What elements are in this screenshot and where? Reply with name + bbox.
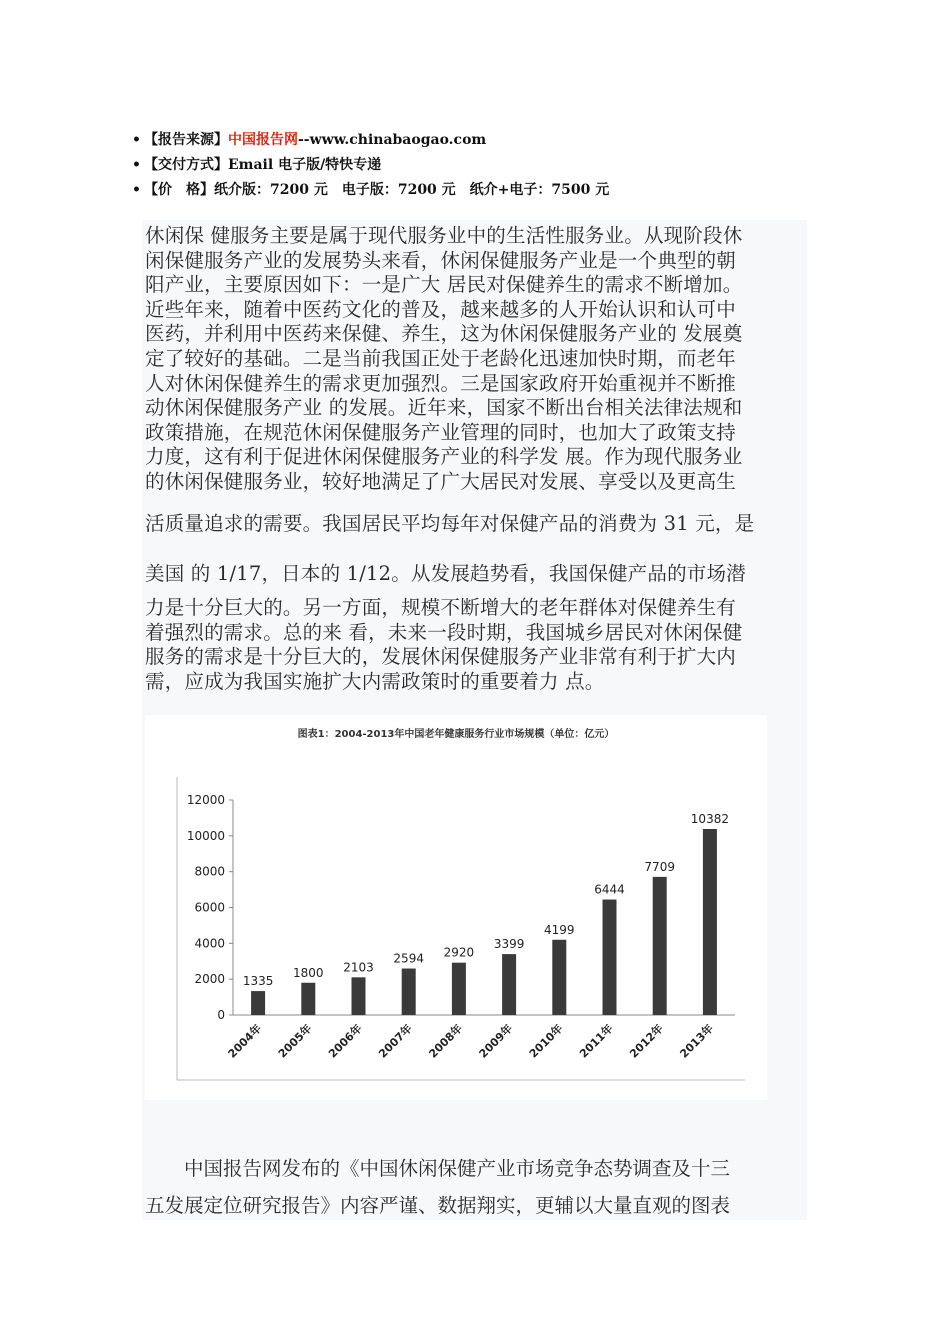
text-line: 中国报告网发布的《中国休闲保健产业市场竞争态势调查及十三	[145, 1157, 731, 1180]
bar-value-label: 3399	[493, 937, 525, 952]
bar-value-label: 1800	[293, 965, 324, 980]
delivery-item	[132, 153, 609, 178]
bar	[552, 940, 566, 1015]
y-tick-label: 0	[217, 1008, 225, 1022]
report-info-list	[132, 128, 609, 203]
bar-value-label: 1335	[242, 974, 274, 989]
y-tick-label: 4000	[194, 936, 225, 951]
bar	[653, 877, 667, 1015]
delivery-text: 【交付方式】Email 电子版/特快专递	[144, 157, 382, 173]
x-tick-label: 2005年	[275, 1021, 315, 1061]
paragraph-1	[145, 224, 805, 495]
bar	[452, 963, 466, 1015]
x-tick-label: 2010年	[526, 1021, 566, 1061]
text-line: 医药，并利用中医药来保健、养生，这为休闲保健服务产业的 发展奠	[145, 322, 743, 346]
bar-value-label: 4199	[544, 922, 575, 937]
y-tick-label: 10000	[186, 828, 225, 843]
text-line: 阳产业，主要原因如下：一是广大 居民对保健养生的需求不断增加。	[145, 273, 743, 297]
text-line: 的休闲保健服务业，较好地满足了广大居民对发展、享受以及更高生	[145, 469, 737, 493]
text-line: 人对休闲保健养生的需求更加强烈。三是国家政府开始重视并不断推	[145, 371, 737, 395]
bar	[352, 977, 366, 1015]
report-source-item	[132, 128, 609, 153]
bar-value-label: 7709	[644, 859, 675, 874]
bar	[301, 983, 315, 1015]
bar	[251, 991, 265, 1015]
bar	[502, 954, 516, 1015]
bar-value-label: 10382	[690, 811, 729, 826]
bullet: •	[132, 132, 141, 148]
chart-title: 图表1：2004-2013年中国老年健康服务行业市场规模（单位：亿元）	[297, 729, 615, 740]
text-line: 近些年来，随着中医药文化的普及，越来越多的人开始认识和认可中	[145, 297, 737, 321]
y-tick-label: 12000	[186, 793, 225, 807]
bar	[402, 969, 416, 1015]
source-url-link[interactable]: --www.chinabaogao.com	[298, 132, 487, 148]
bullet: •	[132, 157, 141, 173]
y-tick-label: 6000	[194, 900, 225, 915]
bullet: •	[132, 182, 141, 198]
x-tick-label: 2006年	[325, 1021, 365, 1061]
paragraph-1-line-b: 美国 的 1/17，日本的 1/12。从发展趋势看，我国保健产品的市场潜	[145, 562, 746, 585]
price-text: 【价 格】纸介版：7200 元 电子版：7200 元 纸介+电子：7500 元	[144, 182, 610, 198]
bar-value-label: 2594	[393, 951, 424, 966]
x-tick-label: 2012年	[627, 1021, 666, 1061]
bar-value-label: 6444	[594, 882, 625, 897]
bar-value-label: 2920	[443, 945, 475, 960]
price-item	[132, 178, 609, 203]
x-tick-label: 2007年	[376, 1021, 415, 1061]
x-tick-label: 2008年	[426, 1021, 466, 1061]
y-tick-label: 8000	[194, 864, 225, 879]
paragraph-2	[145, 1150, 805, 1224]
x-tick-label: 2009年	[476, 1021, 516, 1061]
bar-chart-svg	[145, 715, 767, 1100]
paragraph-1-line-a: 活质量追求的需要。我国居民平均每年对保健产品的消费为 31 元，是	[145, 512, 755, 535]
text-line: 休闲保 健服务主要是属于现代服务业中的生活性服务业。从现阶段休	[145, 224, 743, 247]
text-line: 力度，这有利于促进休闲保健服务产业的科学发 展。作为现代服务业	[145, 445, 743, 469]
text-line: 服务的需求是十分巨大的，发展休闲保健服务产业非常有利于扩大内	[145, 645, 737, 669]
text-line: 力是十分巨大的。另一方面，规模不断增大的老年群体对保健养生有	[145, 596, 737, 619]
x-tick-label: 2011年	[576, 1021, 616, 1061]
x-tick-label: 2013年	[677, 1021, 717, 1061]
paragraph-1-tail	[145, 596, 805, 694]
bar	[703, 829, 717, 1015]
x-tick-label: 2004年	[225, 1021, 265, 1061]
text-line: 定了较好的基础。二是当前我国正处于老龄化迅速加快时期，而老年	[145, 346, 737, 370]
text-line: 动休闲保健服务产业 的发展。近年来，国家不断出台相关法律法规和	[145, 396, 743, 420]
text-line: 闲保健服务产业的发展势头来看，休闲保健服务产业是一个典型的朝	[145, 248, 737, 272]
bar-value-label: 2103	[343, 960, 374, 975]
text-line: 五发展定位研究报告》内容严谨、数据翔实，更辅以大量直观的图表	[145, 1194, 731, 1217]
market-size-chart	[145, 715, 767, 1100]
text-line: 需，应成为我国实施扩大内需政策时的重要着力 点。	[145, 669, 605, 693]
text-line: 着强烈的需求。总的来 看，未来一段时期，我国城乡居民对休闲保健	[145, 620, 743, 644]
source-label: 【报告来源】	[144, 132, 228, 148]
y-tick-label: 2000	[194, 972, 225, 987]
text-line: 政策措施，在规范休闲保健服务产业管理的同时，也加大了政策支持	[145, 420, 737, 444]
source-name-link[interactable]: 中国报告网	[228, 132, 298, 148]
bar	[603, 900, 617, 1015]
